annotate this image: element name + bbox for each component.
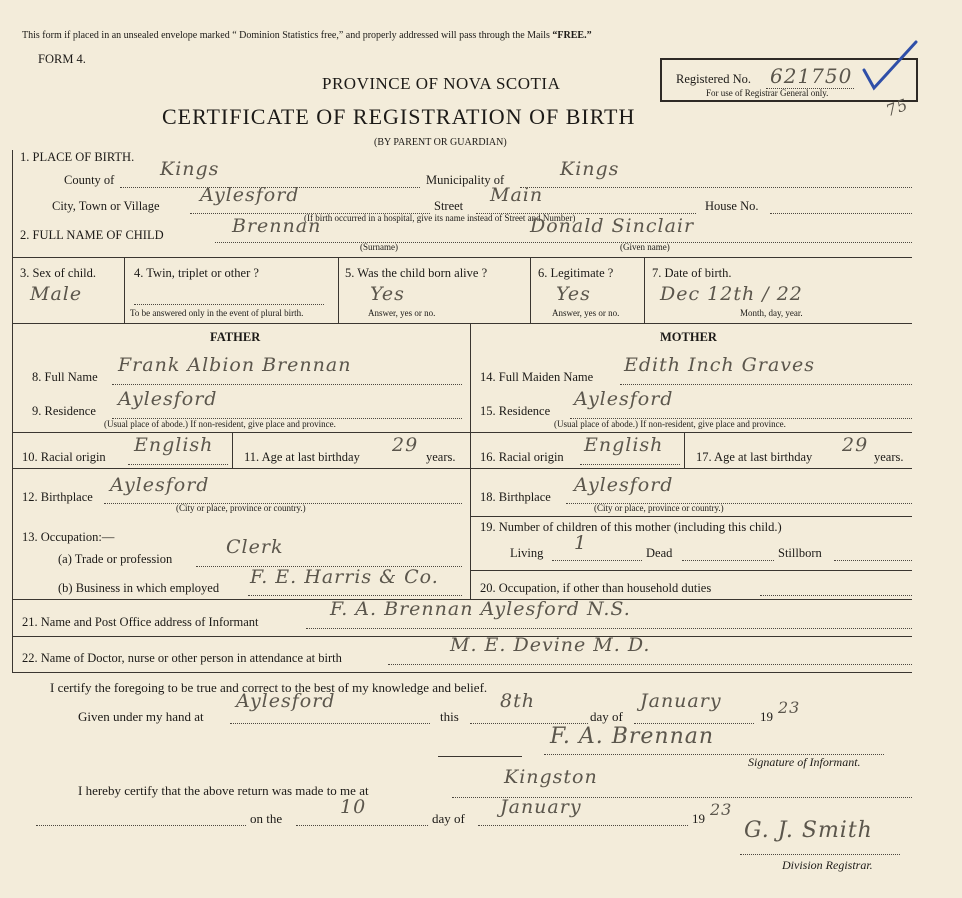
mother-age-value: 29 (842, 434, 869, 456)
child-given-name: Donald Sinclair (530, 215, 695, 237)
registrar-note: For use of Registrar General only. (706, 88, 829, 98)
registrar-signature: G. J. Smith (744, 818, 873, 843)
municipality-value: Kings (560, 158, 620, 180)
occupation-label: 13. Occupation:— (22, 530, 115, 544)
street-value: Main (490, 184, 544, 206)
province-title: PROVINCE OF NOVA SCOTIA (322, 74, 561, 93)
informant-signature-label: Signature of Informant. (748, 755, 861, 769)
registrar-day-value: 10 (340, 796, 367, 818)
stillborn-label: Stillborn (778, 546, 822, 560)
registrar-day-of-label: day of (432, 811, 465, 826)
postal-notice-text: This form if placed in an unsealed envelope marked “ Dominion Statistics free,” and properly addressed will pass through the Mails (22, 30, 550, 41)
father-name-label: 8. Full Name (32, 370, 98, 384)
this-label: this (440, 709, 459, 724)
father-birthplace-note: (City or place, province or country.) (176, 503, 306, 513)
city-value: Aylesford (200, 184, 300, 206)
business-label: (b) Business in which employed (58, 581, 220, 595)
checkmark-icon (860, 38, 920, 98)
certificate-title: CERTIFICATE OF REGISTRATION OF BIRTH (162, 104, 636, 129)
legitimate-note: Answer, yes or no. (552, 308, 620, 318)
father-name-value: Frank Albion Brennan (118, 354, 352, 376)
mother-years: years. (874, 450, 904, 464)
mother-racial-value: English (584, 434, 664, 456)
informant-signature: F. A. Brennan (550, 724, 715, 749)
father-birthplace-label: 12. Birthplace (22, 490, 93, 504)
date-label: 7. Date of birth. (652, 266, 732, 280)
date-value: Dec 12th / 22 (660, 283, 803, 305)
dead-label: Dead (646, 546, 673, 560)
place-heading: 1. PLACE OF BIRTH. (20, 150, 135, 164)
postal-notice-free: “FREE.” (552, 30, 592, 41)
twin-note: To be answered only in the event of plural birth. (130, 308, 304, 318)
twin-label: 4. Twin, triplet or other ? (134, 266, 259, 280)
form-number: FORM 4. (38, 52, 86, 66)
father-heading: FATHER (210, 330, 261, 344)
alive-label: 5. Was the child born alive ? (345, 266, 488, 280)
child-surname: Brennan (232, 215, 322, 237)
trade-value: Clerk (226, 536, 284, 558)
father-residence-value: Aylesford (118, 388, 218, 410)
given-year-prefix: 19 (760, 709, 773, 724)
father-years: years. (426, 450, 456, 464)
registered-number: 621750 (770, 64, 853, 88)
mother-age-label: 17. Age at last birthday (696, 450, 813, 464)
left-margin-rule (12, 150, 13, 260)
business-value: F. E. Harris & Co. (250, 566, 439, 588)
mother-residence-label: 15. Residence (480, 404, 551, 418)
registrar-year-suffix: 23 (710, 800, 733, 819)
mother-birthplace-value: Aylesford (574, 474, 674, 496)
father-racial-label: 10. Racial origin (22, 450, 106, 464)
alive-value: Yes (370, 283, 405, 305)
mother-birthplace-label: 18. Birthplace (480, 490, 551, 504)
registrar-month-value: January (500, 796, 582, 818)
children-label: 19. Number of children of this mother (including this child.) (480, 520, 782, 534)
alive-note: Answer, yes or no. (368, 308, 436, 318)
father-birthplace-value: Aylesford (110, 474, 210, 496)
registrar-statement: I hereby certify that the above return was made to me at (78, 783, 369, 798)
informant-label: 21. Name and Post Office address of Informant (22, 615, 259, 629)
mother-name-value: Edith Inch Graves (624, 354, 815, 376)
postal-notice (22, 30, 592, 41)
mother-residence-note: (Usual place of abode.) If non-resident, give place and province. (554, 419, 786, 429)
on-the-label: on the (250, 811, 283, 826)
mother-name-label: 14. Full Maiden Name (480, 370, 594, 384)
mother-birthplace-note: (City or place, province or country.) (594, 503, 724, 513)
legitimate-value: Yes (556, 283, 591, 305)
margin-mark: 75 (883, 94, 911, 121)
informant-value: F. A. Brennan Aylesford N.S. (330, 598, 631, 620)
given-name-label: (Given name) (620, 242, 670, 252)
sex-value: Male (30, 283, 83, 305)
municipality-label: Municipality of (426, 173, 505, 187)
father-residence-label: 9. Residence (32, 404, 96, 418)
father-age-value: 29 (392, 434, 419, 456)
sex-label: 3. Sex of child. (20, 266, 97, 280)
street-label: Street (434, 199, 464, 213)
child-name-label: 2. FULL NAME OF CHILD (20, 228, 164, 242)
house-label: House No. (705, 199, 759, 213)
given-place-value: Aylesford (236, 690, 336, 712)
certificate-subtitle: (BY PARENT OR GUARDIAN) (374, 137, 507, 148)
surname-label: (Surname) (360, 242, 398, 252)
doctor-label: 22. Name of Doctor, nurse or other person in attendance at birth (22, 651, 342, 665)
trade-label: (a) Trade or profession (58, 552, 173, 566)
county-label: County of (64, 173, 115, 187)
certify-statement: I certify the foregoing to be true and correct to the best of my knowledge and belief. (50, 680, 488, 695)
registrar-signature-label: Division Registrar. (782, 858, 873, 872)
mother-residence-value: Aylesford (574, 388, 674, 410)
doctor-value: M. E. Devine M. D. (450, 634, 651, 656)
father-residence-note: (Usual place of abode.) If non-resident, give place and province. (104, 419, 336, 429)
registrar-place-value: Kingston (504, 766, 598, 788)
hospital-note: (If birth occurred in a hospital, give its name instead of Street and Number) (304, 213, 576, 223)
day-of-label: day of (590, 709, 623, 724)
this-day-value: 8th (500, 690, 535, 712)
mother-racial-label: 16. Racial origin (480, 450, 564, 464)
living-value: 1 (574, 532, 588, 554)
city-label: City, Town or Village (52, 199, 160, 213)
registered-label: Registered No. (676, 72, 751, 86)
father-age-label: 11. Age at last birthday (244, 450, 360, 464)
given-month-value: January (640, 690, 722, 712)
father-racial-value: English (134, 434, 214, 456)
registrar-year-prefix: 19 (692, 811, 705, 826)
given-year-suffix: 23 (778, 698, 801, 717)
given-under-label: Given under my hand at (78, 709, 204, 724)
county-value: Kings (160, 158, 220, 180)
living-label: Living (510, 546, 544, 560)
mother-occupation-label: 20. Occupation, if other than household duties (480, 581, 712, 595)
mother-heading: MOTHER (660, 330, 717, 344)
legitimate-label: 6. Legitimate ? (538, 266, 614, 280)
date-note: Month, day, year. (740, 308, 803, 318)
